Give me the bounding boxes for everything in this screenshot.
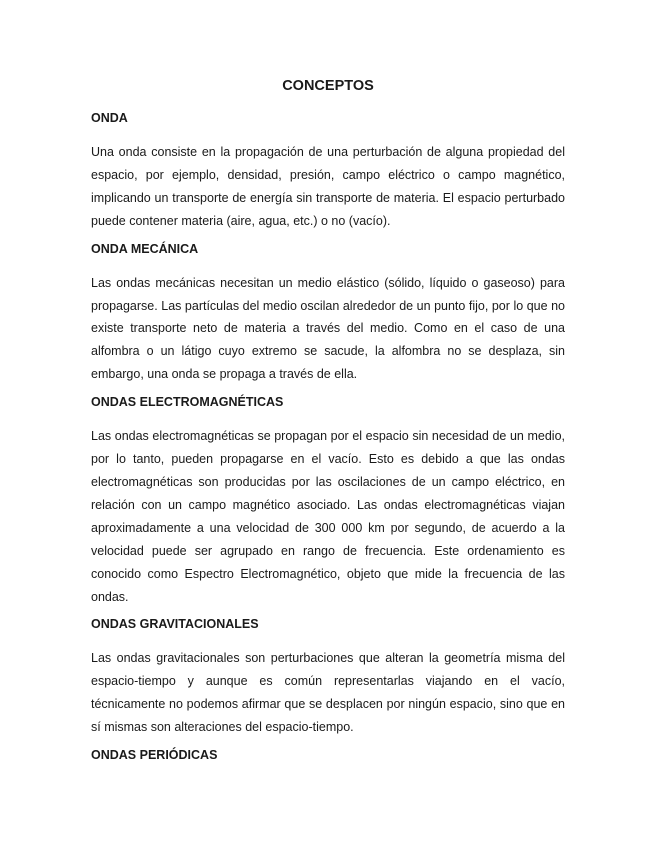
- section-heading-ondas-gravitacionales: ONDAS GRAVITACIONALES: [91, 617, 259, 632]
- document-content: [91, 78, 565, 778]
- page-title: CONCEPTOS: [282, 78, 374, 94]
- section-body-ondas-gravitacionales: Las ondas gravitacionales son perturbaciones que alteran la geometría misma del espacio-tiempo y aunque es común representarlas viajando en el vacío, técnicamente no podemos afirmar que se desplacen por ningún espacio, sino que en sí mismas son alteraciones del espacio-tiempo.: [91, 651, 565, 735]
- section-heading-onda: ONDA: [91, 111, 128, 125]
- section-heading-ondas-electromagneticas: ONDAS ELECTROMAGNÉTICAS: [91, 395, 284, 410]
- section-body-onda-mecanica: Las ondas mecánicas necesitan un medio elástico (sólido, líquido o gaseoso) para propagarse. Las partículas del medio oscilan alrededor de un punto fijo, por lo que no existe transporte neto de materia a través del medio. Como en el caso de una alfombra o un látigo cuyo extremo se sacude, la alfombra no se desplaza, sin embargo, una onda se propaga a través de ella.: [91, 275, 565, 382]
- section-body-ondas-electromagneticas: Las ondas electromagnéticas se propagan por el espacio sin necesidad de un medio, por lo tanto, pueden propagarse en el vacío. Esto es debido a que las ondas electromagnéticas son producidas por las oscilaciones de un campo eléctrico, en relación con un campo magnético asociado. Las ondas electromagnéticas viajan aproximadamente a una velocidad de 300 000 km por segundo, de acuerdo a la velocidad puede ser agrupado en rango de frecuencia. Este ordenamiento es conocido como Espectro Electromagnético, objeto que mide la frecuencia de las ondas.: [91, 429, 565, 604]
- section-body-onda: Una onda consiste en la propagación de una perturbación de alguna propiedad del espacio, por ejemplo, densidad, presión, campo eléctrico o campo magnético, implicando un transporte de energía sin transporte de materia. El espacio perturbado puede contener materia (aire, agua, etc.) o no (vacío).: [91, 145, 565, 228]
- section-heading-onda-mecanica: ONDA MECÁNICA: [91, 241, 199, 256]
- section-heading-ondas-periodicas: ONDAS PERIÓDICAS: [91, 748, 218, 763]
